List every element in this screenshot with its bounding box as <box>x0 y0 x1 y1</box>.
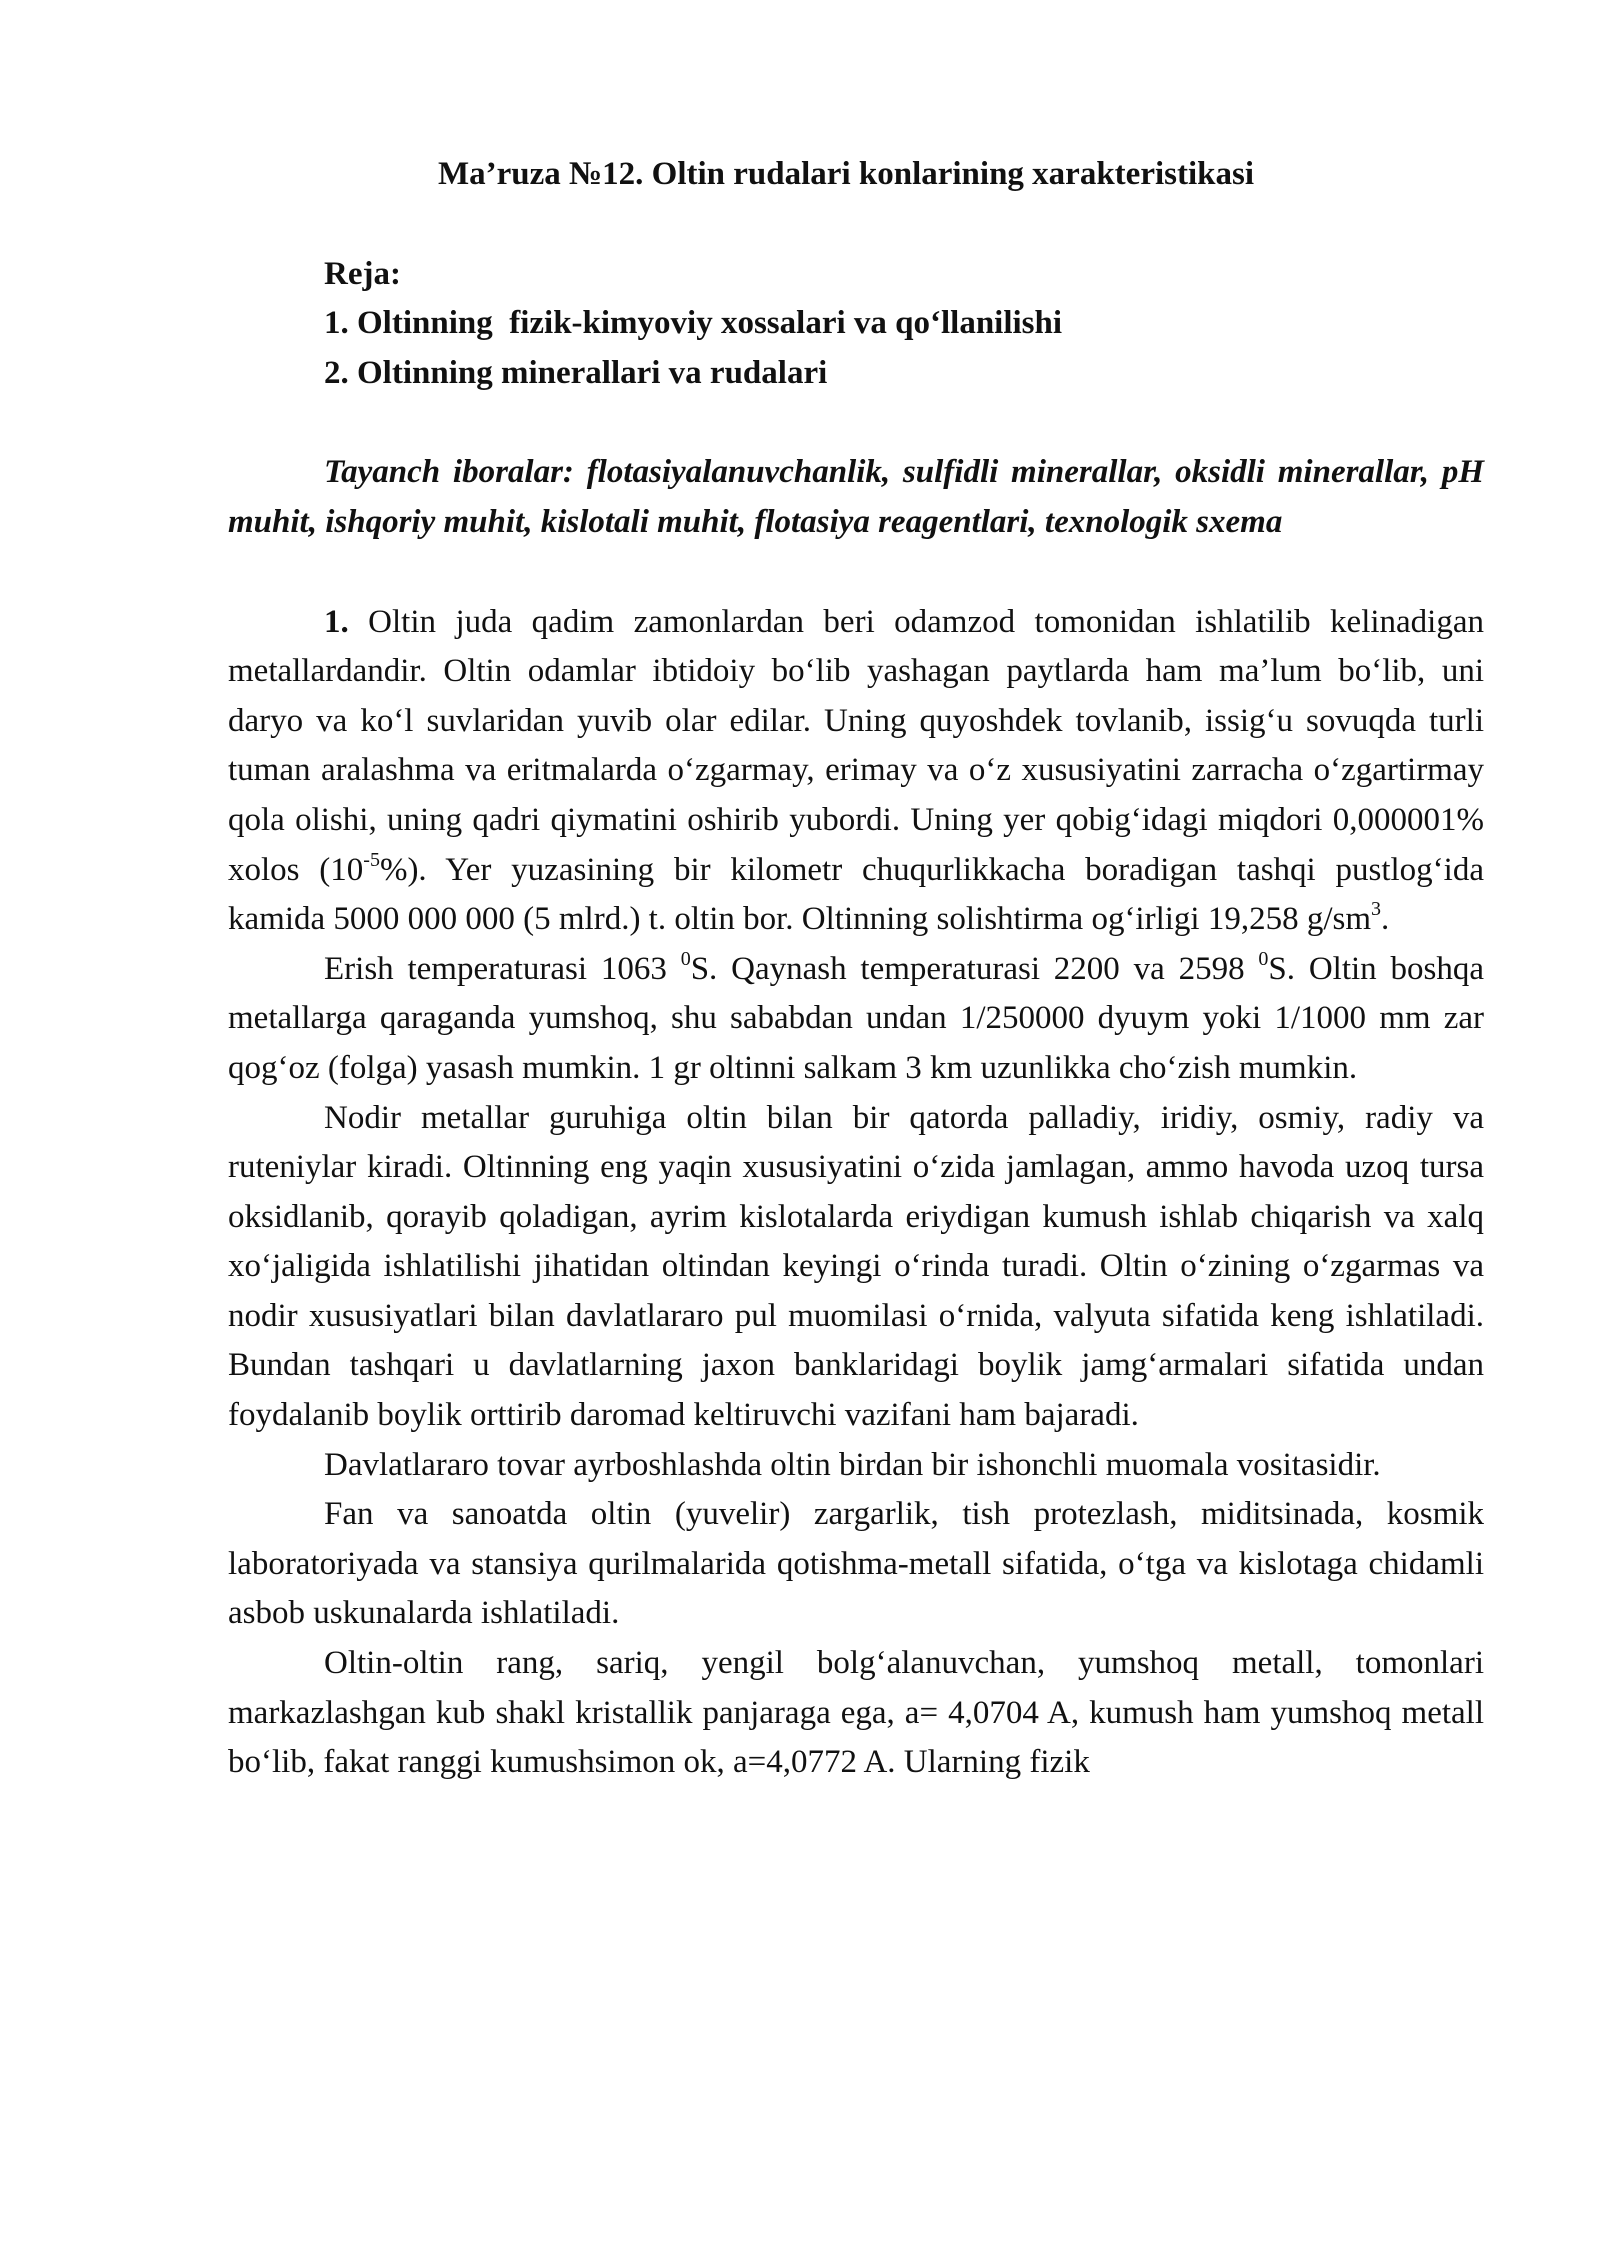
paragraph-6: Oltin-oltin rang, sariq, yengil bolg‘alanuvchan, yumshoq metall, tomonlari markazlashgan kub shakl kristallik panjaraga ega, a= 4,0704 A, kumush ham yumshoq metall bo‘lib, fakat ranggi kumushsimon ok, a=4,0772 A. Ularning fizik <box>228 1645 1484 1781</box>
paragraph-1-text-c: . <box>1381 901 1390 938</box>
paragraph-2-text-c: S. Oltin boshqa metallarga qaraganda yumshoq, shu sababdan undan 1/250000 dyuym yoki 1/1000 mm zar qog‘oz (folga) yasash mumkin. 1 gr oltinni salkam 3 km uzunlikka cho‘zish mumkin. <box>228 950 1484 1086</box>
keywords-paragraph: Tayanch iboralar: flotasiyalanuvchanlik, sulfidli minerallar, oksidli minerallar, pH muhit, ishqoriy muhit, kislotali muhit, flotasiya reagentlari, texnologik sxema <box>228 454 1484 540</box>
superscript-exponent: -5 <box>363 848 380 871</box>
paragraph-4: Davlatlararo tovar ayrboshlashda oltin birdan bir ishonchli muomala vositasidir. <box>324 1446 1381 1483</box>
document-body <box>228 598 1484 1788</box>
paragraph-2 <box>228 945 1484 1094</box>
paragraph-5: Fan va sanoatda oltin (yuvelir) zargarlik, tish protezlash, miditsinada, kosmik laboratoriyada va stansiya qurilmalarida qotishma-metall sifatida, o‘tga va kislotaga chidamli asbob uskunalarda ishlatiladi. <box>228 1496 1484 1632</box>
paragraph-3: Nodir metallar guruhiga oltin bilan bir qatorda palladiy, iridiy, osmiy, radiy va ruteniylar kiradi. Oltinning eng yaqin xususiyatini o‘zida jamlagan, ammo havoda uzoq tursa oksidlanib, qorayib qoladigan, ayrim kislotalarda eriydigan kumush ishlab chiqarish va xalq xo‘jaligida ishlatilishi jihatidan oltindan keyingi o‘rinda turadi. Oltin o‘zining o‘zgarmas va nodir xususiyatlari bilan davlatlararo pul muomilasi o‘rnida, valyuta sifatida keng ishlatiladi. Bundan tashqari u davlatlarning jaxon banklaridagi boylik jamg‘armalari sifatida undan foydalanib boylik orttirib daromad keltiruvchi vazifani ham bajaradi. <box>228 1099 1484 1434</box>
paragraph-1-text-a: Oltin juda qadim zamonlardan beri odamzod tomonidan ishlatilib kelinadigan metallardandir. Oltin odamlar ibtidoiy bo‘lib yashagan paytlarda ham ma’lum bo‘lib, uni daryo va ko‘l suvlaridan yuvib olar edilar. Uning quyoshdek tovlanib, issig‘u sovuqda turli tuman aralashma va eritmalarda o‘zgarmay, erimay va o‘z xususiyatini zarracha o‘zgartirmay qola olishi, uning qadri qiymatini oshirib yubordi. Uning yer qobig‘idagi miqdori 0,000001% xolos (10 <box>228 603 1484 888</box>
paragraph-2-text-b: S. Qaynash temperaturasi 2200 va 2598 <box>690 950 1259 987</box>
paragraph-1-text-b: %). Yer yuzasining bir kilometr chuqurlikkacha boradigan tashqi pustlog‘ida kamida 5000 000 000 (5 mlrd.) t. oltin bor. Oltinning solishtirma og‘irligi 19,258 g/sm <box>228 851 1484 938</box>
plan-heading: Reja: <box>324 255 401 292</box>
plan-item-1: 1. Oltinning fizik-kimyoviy xossalari va qo‘llanilishi <box>324 305 1063 342</box>
document-title: Ma’ruza №12. Oltin rudalari konlarining xarakteristikasi <box>437 156 1254 192</box>
plan-item-2: 2. Oltinning minerallari va rudalari <box>324 354 828 391</box>
section-number: 1. <box>324 603 349 640</box>
paragraph-1 <box>228 598 1484 945</box>
lecture-plan <box>228 250 1484 399</box>
document-page <box>228 150 1484 1788</box>
superscript-degree-2: 0 <box>1258 947 1269 970</box>
superscript-degree-1: 0 <box>680 947 691 970</box>
superscript-cubic: 3 <box>1371 898 1382 921</box>
paragraph-2-text-a: Erish temperaturasi 1063 <box>324 950 681 987</box>
